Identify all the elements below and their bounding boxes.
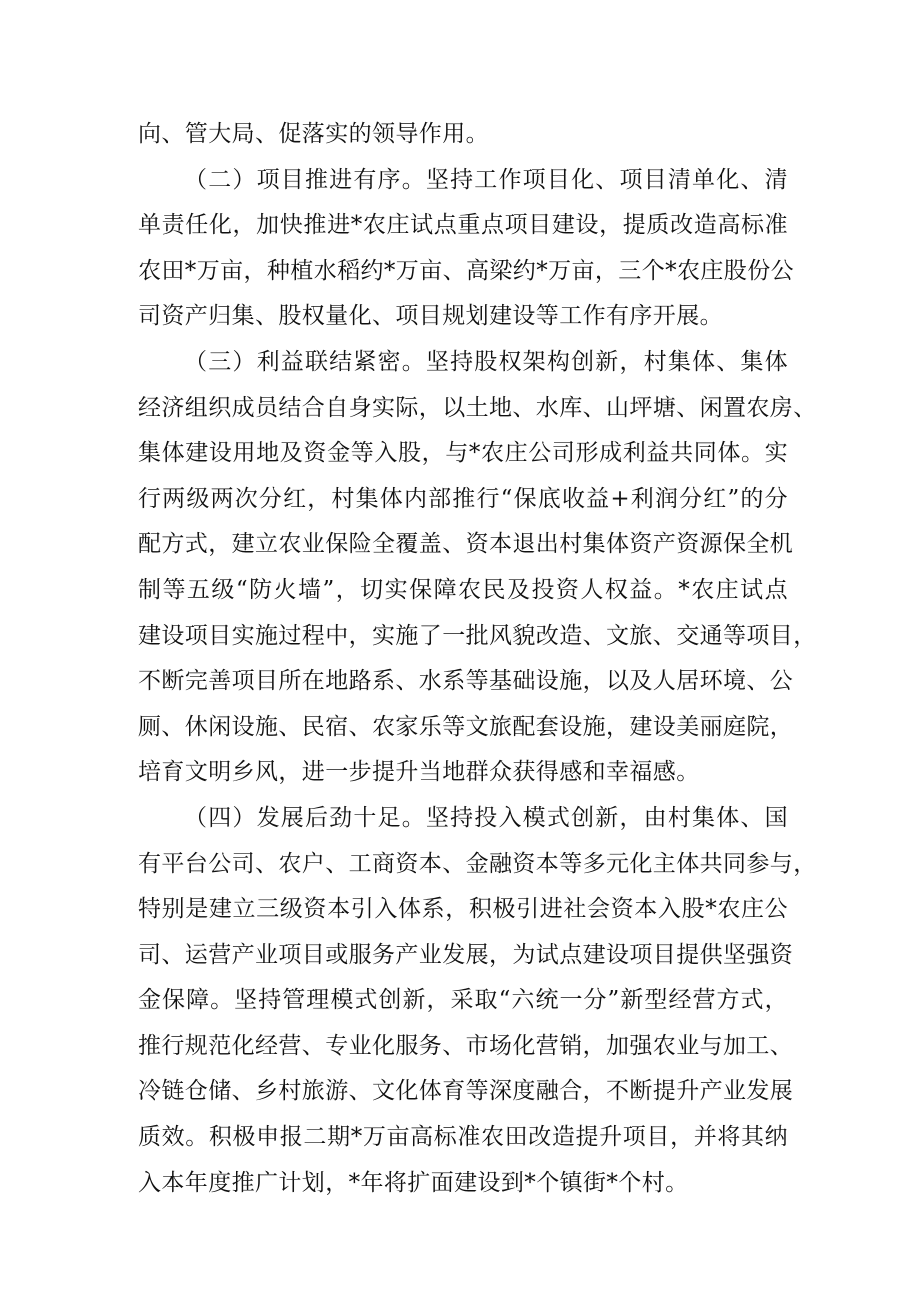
paragraph-continuation [138,112,788,158]
text-line: 经济组织成员结合自身实际，以土地、水库、山坪塘、闲置农房、 [138,394,817,421]
text-line: 配方式，建立农业保险全覆盖、资本退出村集体资产资源保全机 [138,531,794,558]
text-line: 推行规范化经营、专业化服务、市场化营销，加强农业与加工、 [138,1032,794,1059]
text-line: 特别是建立三级资本引入体系，积极引进社会资本入股*农庄公 [138,896,788,923]
text-line: 集体建设用地及资金等入股，与*农庄公司形成利益共同体。实 [138,440,788,467]
paragraph-section-2 [138,158,794,340]
paragraph-section-3 [138,340,817,796]
text-line: 建设项目实施过程中，实施了一批风貌改造、文旅、交通等项目， [138,622,817,649]
text-line: 向、管大局、促落实的领导作用。 [138,121,489,147]
text-line: （四）发展后劲十足。坚持投入模式创新，由村集体、国 [184,804,788,831]
paragraph-section-4 [138,796,817,1206]
text-line: （三）利益联结紧密。坚持股权架构创新，村集体、集体 [184,348,788,375]
document-body [138,112,817,1206]
text-line: 农田*万亩，种植水稻约*万亩、高梁约*万亩，三个*农庄股份公 [138,257,794,284]
text-line: （二）项目推进有序。坚持工作项目化、项目清单化、清 [184,166,788,193]
text-line: 不断完善项目所在地路系、水系等基础设施，以及人居环境、公 [138,668,794,695]
text-line: 单责任化，加快推进*农庄试点重点项目建设，提质改造高标准 [138,212,788,239]
text-line: 培育文明乡风，进一步提升当地群众获得感和幸福感。 [138,759,700,786]
text-line: 厕、休闲设施、民宿、农家乐等文旅配套设施，建设美丽庭院， [138,713,794,740]
text-line: 行两级两次分红，村集体内部推行“保底收益+利润分红”的分 [138,485,788,512]
text-line: 司、运营产业项目或服务产业发展，为试点建设项目提供坚强资 [138,941,794,968]
text-line: 制等五级“防火墙”，切实保障农民及投资人权益。*农庄试点 [138,576,788,603]
text-line: 入本年度推广计划，*年将扩面建设到*个镇街*个村。 [138,1169,689,1196]
text-line: 金保障。坚持管理模式创新，采取“六统一分”新型经营方式， [138,987,788,1014]
text-line: 质效。积极申报二期*万亩高标准农田改造提升项目，并将其纳 [138,1124,788,1151]
text-line: 司资产归集、股权量化、项目规划建设等工作有序开展。 [138,303,723,330]
text-line: 有平台公司、农户、工商资本、金融资本等多元化主体共同参与， [138,850,817,877]
text-line: 冷链仓储、乡村旅游、文化体育等深度融合，不断提升产业发展 [138,1078,794,1105]
